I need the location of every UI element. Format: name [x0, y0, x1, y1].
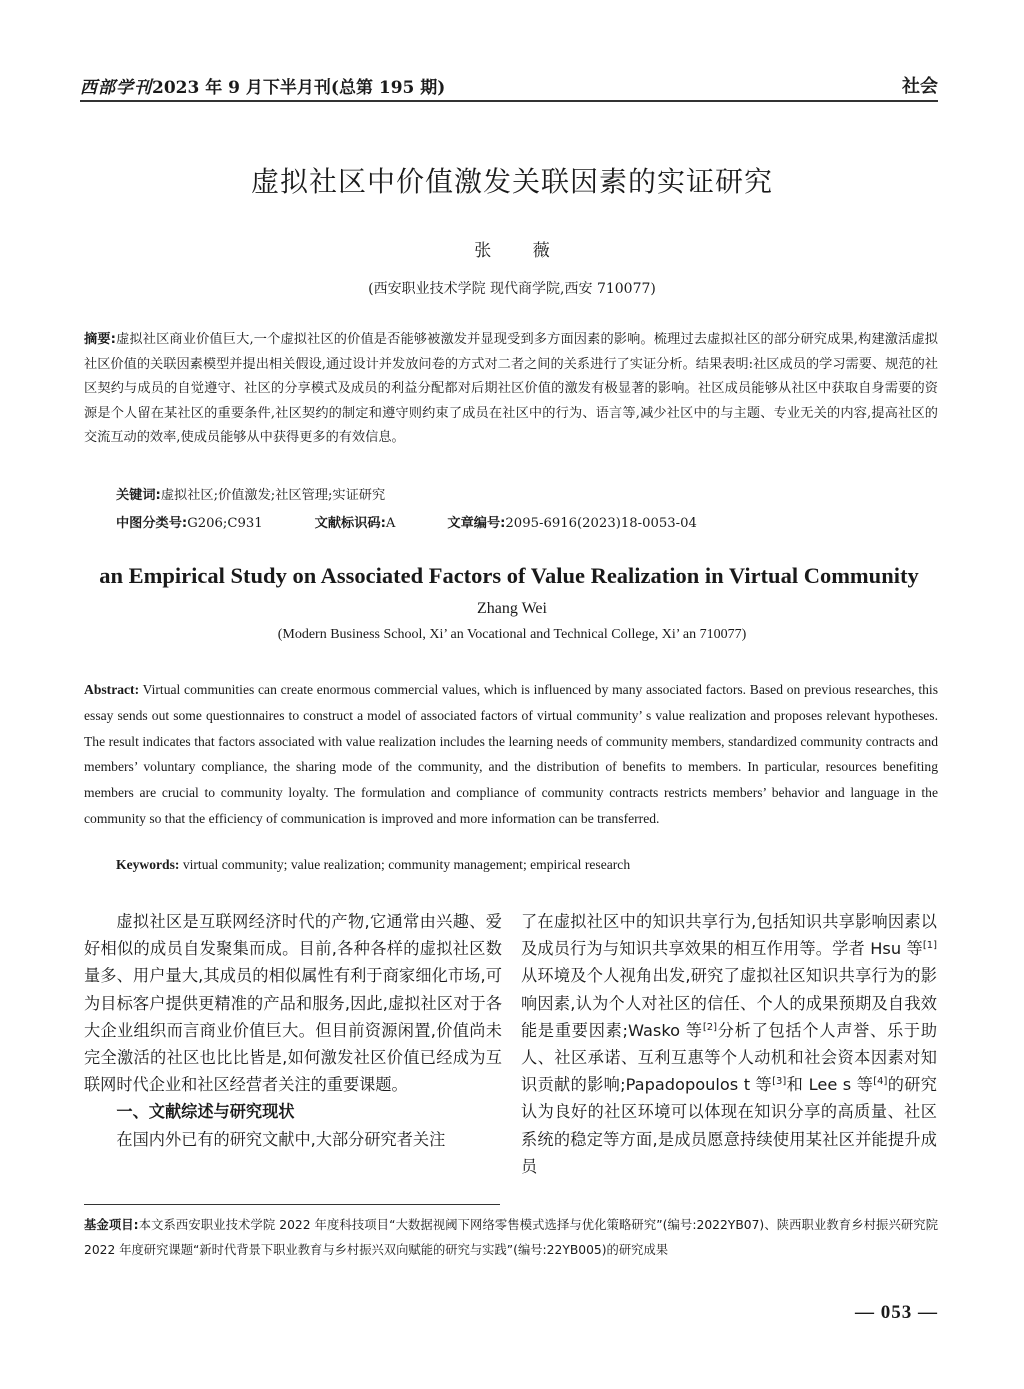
footnote-rule: [84, 1204, 500, 1205]
header-left: [80, 73, 445, 98]
journal-logo: 西部学刊: [80, 77, 152, 98]
keywords-cn-text: 虚拟社区;价值激发;社区管理;实证研究: [160, 488, 386, 503]
issue-info: 2023 年 9 月下半月刊(总第 195 期): [152, 77, 446, 98]
abstract-en-text: Virtual communities can create enormous commercial values, which is influenced by many associated factors. Based on previous researches, this essay sends out some questionnaires to construct a model of associated factors of virtual community’ s value realization and proposes relevant hypotheses. The result indicates that factors associated with value realization includes the learning needs of community members, standardized community contracts and members’ voluntary compliance, the sharing mode of the community, and the distribution of benefits to members. In particular, resources benefiting members are crucial to community loyalty. The formulation and compliance of community contracts restricts members’ behavior and language in the community so that the efficiency of communication is improved and more information can be transferred.: [84, 682, 938, 826]
abstract-chinese: [84, 328, 938, 451]
article-number: 文章编号:2095-6916(2023)18-0053-04: [447, 516, 697, 531]
document-code: 文献标识码:A: [314, 516, 396, 531]
page-number: — 053 —: [855, 1302, 938, 1323]
body-paragraph: 了在虚拟社区中的知识共享行为,包括知识共享影响因素以及成员行为与知识共享效果的相互作用等。学者 Hsu 等[1]从环境及个人视角出发,研究了虚拟社区知识共享行为的影响因素,认为个人对社区的信任、个人的成果预期及自我效能是重要因素;Wasko 等[2]分析了包括个人声誉、乐于助人、社区承诺、互利互惠等个人动机和社会资本因素对知识贡献的影响;Papadopoulos t 等[3]和 Lee s 等[4]的研究认为良好的社区环境可以体现在知识分享的高质量、社区系统的稳定等方面,是成员愿意持续使用某社区并能提升成员: [521, 912, 938, 1176]
body-paragraph: 虚拟社区是互联网经济时代的产物,它通常由兴趣、爱好相似的成员自发聚集而成。目前,各种各样的虚拟社区数量多、用户量大,其成员的相似属性有利于商家细化市场,可为目标客户提供更精准的产品和服务,因此,虚拟社区对于各大企业组织而言商业价值巨大。但目前资源闲置,价值尚未完全激活的社区也比比皆是,如何激发社区价值已经成为互联网时代企业和社区经营者关注的重要课题。: [84, 912, 502, 1095]
body-paragraph: 在国内外已有的研究文献中,大部分研究者关注: [116, 1129, 446, 1149]
abstract-cn-label: 摘要:: [84, 332, 116, 347]
keywords-cn-label: 关键词:: [116, 488, 161, 503]
header-rule: [80, 100, 938, 102]
section-heading: 一、文献综述与研究现状: [116, 1102, 295, 1122]
affiliation-english: (Modern Business School, Xi’ an Vocational and Technical College, Xi’ an 710077): [277, 627, 747, 642]
body-column-right: [521, 908, 937, 1180]
title-english: an Empirical Study on Associated Factors of Value Realization in Virtual Community: [99, 563, 919, 588]
affiliation-chinese: (西安职业技术学院 现代商学院,西安 710077): [368, 281, 656, 297]
funding-label: 基金项目:: [84, 1218, 139, 1232]
keywords-english: [116, 857, 630, 873]
keywords-en-label: Keywords:: [116, 857, 180, 872]
funding-text: 本文系西安职业技术学院 2022 年度科技项目“大数据视阈下网络零售模式选择与优化策略研究”(编号:2022YB07)、陕西职业教育乡村振兴研究院 2022 年度研究课题“新时代背景下职业教育与乡村振兴双向赋能的研究与实践”(编号:22YB005)的研究成果: [84, 1218, 938, 1257]
title-chinese: 虚拟社区中价值激发关联因素的实证研究: [250, 165, 773, 198]
funding-note: [84, 1213, 938, 1263]
author-english: Zhang Wei: [477, 600, 547, 617]
citation-ref: [1]: [922, 940, 937, 952]
citation-ref: [2]: [702, 1021, 717, 1033]
keywords-chinese: [116, 484, 385, 503]
abstract-english: [84, 677, 938, 832]
author-chinese: 张 薇: [474, 241, 568, 261]
keywords-en-text: virtual community; value realization; community management; empirical research: [179, 857, 631, 872]
abstract-en-label: Abstract:: [84, 682, 140, 697]
clc-code: 中图分类号:G206;C931: [116, 516, 263, 531]
running-header: [80, 70, 938, 100]
abstract-cn-text: 虚拟社区商业价值巨大,一个虚拟社区的价值是否能够被激发并显现受到多方面因素的影响。梳理过去虚拟社区的部分研究成果,构建激活虚拟社区价值的关联因素模型并提出相关假设,通过设计并发放问卷的方式对二者之间的关系进行了实证分析。结果表明:社区成员的学习需要、规范的社区契约与成员的自觉遵守、社区的分享模式及成员的利益分配都对后期社区价值的激发有极显著的影响。社区成员能够从社区中获取自身需要的资源是个人留在某社区的重要条件,社区契约的制定和遵守则约束了成员在社区中的行为、语言等,减少社区中的与主题、专业无关的内容,提高社区的交流互动的效率,使成员能够从中获得更多的有效信息。: [84, 332, 938, 445]
body-column-left: [84, 908, 502, 1153]
section-name: 社会: [902, 76, 938, 97]
citation-ref: [4]: [873, 1076, 888, 1088]
classification-line: [116, 512, 749, 531]
citation-ref: [3]: [772, 1076, 787, 1088]
